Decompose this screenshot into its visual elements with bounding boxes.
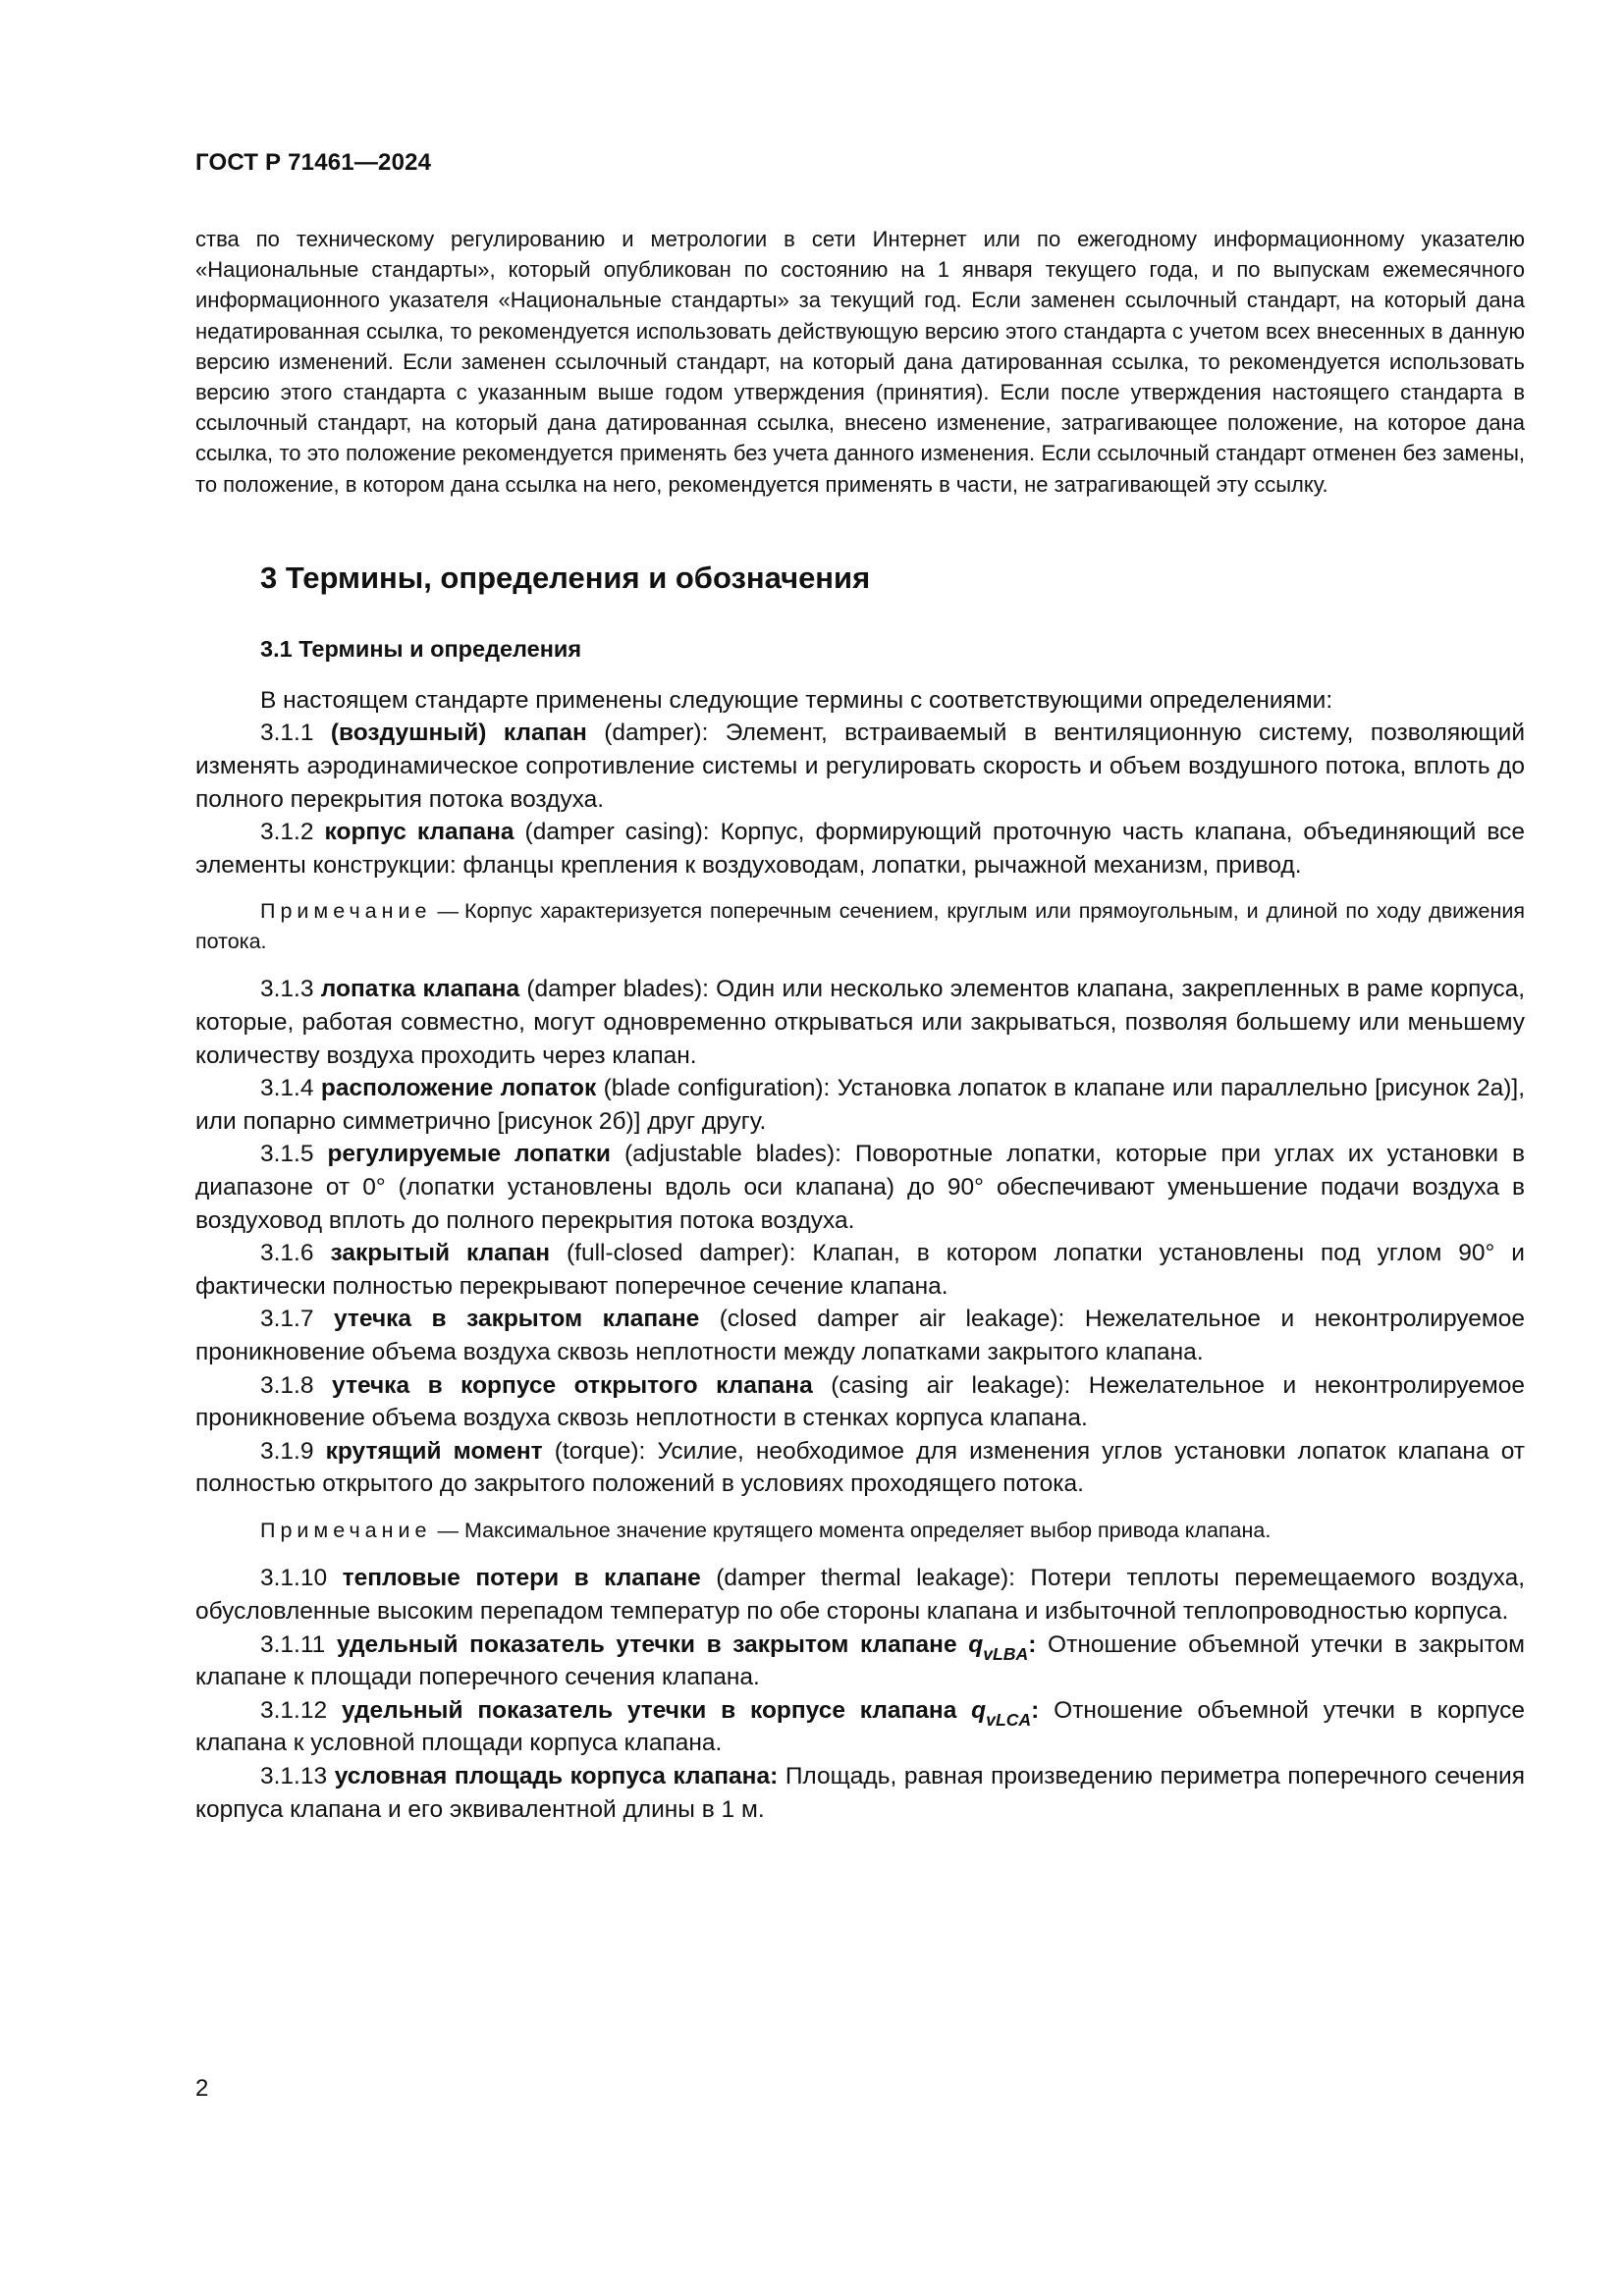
lead-paragraph: В настоящем стандарте применены следующие термины с соответствующими определениями:: [260, 686, 1333, 714]
term-name: крутящий момент: [325, 1437, 543, 1465]
term-definition-text: (adjustable blades): Поворотные лопатки, которые при углах их установки в диапазоне от 0° (лопатки установлены вдоль оси клапана) до 90° обеспечивают уменьшение подачи воздуха в воздуховод вплоть до полного перекрытия потока воздуха.: [195, 1141, 1525, 1234]
term-number: 3.1.3: [260, 976, 314, 1003]
term-definition-text: (damper blades): Один или несколько элементов клапана, закрепленных в раме корпуса, которые, работая совместно, могут одновременно открываться или закрываться, позволяя большему или меньшему количеству воздуха проходить через клапан.: [195, 976, 1526, 1069]
term-definition: [195, 1138, 1525, 1237]
term-symbol-subscript: vLCA: [986, 1709, 1032, 1730]
subsection-heading: 3.1 Термины и определения: [260, 635, 582, 662]
term-definition: [195, 1760, 1525, 1826]
term-definition: [195, 1562, 1525, 1628]
term-definition-text: (blade configuration): Установка лопаток в клапане или параллельно [рисунок 2а)], или попарно симметрично [рисунок 2б)] друг другу.: [195, 1075, 1525, 1135]
intro-paragraph: ства по техническому регулированию и метрологии в сети Интернет или по ежегодному информационному указателю «Национальные стандарты», который опубликован по состоянию на 1 января текущего года, и по выпускам ежемесячного информационного указателя «Национальные стандарты» за текущий год. Если заменен ссылочный стандарт, на который дана недатированная ссылка, то рекомендуется использовать действующую версию этого стандарта с учетом всех внесенных в данную версию изменений. Если заменен ссылочный стандарт, на который дана датированная ссылка, то рекомендуется использовать версию этого стандарта с указанным выше годом утверждения (принятия). Если после утверждения настоящего стандарта в ссылочный стандарт, на который дана датированная ссылка, внесено изменение, затрагивающее положение, на которое дана ссылка, то это положение рекомендуется применять без учета данного изменения. Если ссылочный стандарт отменен без замены, то положение, в котором дана ссылка на него, рекомендуется применять в части, не затрагивающей эту ссылку.: [195, 227, 1525, 497]
term-definition-text: (casing air leakage): Нежелательное и неконтролируемое проникновение объема воздуха сквозь неплотности в стенках корпуса клапана.: [195, 1371, 1525, 1432]
term-definition-text: (damper thermal leakage): Потери теплоты перемещаемого воздуха, обусловленные высоким перепадом температур по обе стороны клапана и избыточной теплопроводностью корпуса.: [195, 1565, 1525, 1625]
note-paragraph: [195, 896, 1525, 956]
term-number: 3.1.13: [260, 1762, 328, 1789]
note-text: Максимальное значение крутящего момента определяет выбор привода клапана.: [463, 1518, 1272, 1542]
term-definition-text: (full-closed damper): Клапан, в котором лопатки установлены под углом 90° и фактически полностью перекрывают поперечное сечение клапана.: [195, 1240, 1525, 1300]
term-name: регулируемые лопатки: [327, 1141, 611, 1168]
term-symbol-base: q: [971, 1696, 987, 1724]
term-number: 3.1.1: [260, 720, 314, 747]
term-definition-text: (torque): Усилие, необходимое для изменения углов установки лопаток клапана от полностью открытого до закрытого положений в условиях проходящего потока.: [195, 1437, 1526, 1498]
term-number: 3.1.10: [260, 1565, 328, 1592]
term-symbol: [971, 1696, 1032, 1730]
term-colon: :: [1028, 1630, 1037, 1658]
term-name: удельный показатель утечки в закрытом клапане: [336, 1630, 957, 1658]
term-name: закрытый клапан: [330, 1240, 551, 1267]
term-number: 3.1.12: [260, 1696, 328, 1724]
term-symbol-base: q: [968, 1630, 984, 1658]
note-dash: —: [437, 899, 459, 924]
term-definition-text: Площадь, равная произведению периметра поперечного сечения корпуса клапана и его эквивалентной длины в 1 м.: [195, 1762, 1526, 1823]
note-label: Примечание: [260, 1518, 432, 1542]
term-number: 3.1.6: [260, 1240, 314, 1267]
page-number: 2: [195, 2075, 209, 2102]
term-definition: [195, 717, 1525, 816]
note-text: Корпус характеризуется поперечным сечением, круглым или прямоугольным, и длиной по ходу движения потока.: [195, 899, 1525, 953]
term-definition-text: Отношение объемной утечки в закрытом клапане к площади поперечного сечения клапана.: [195, 1630, 1526, 1691]
note-paragraph: [195, 1516, 1525, 1546]
term-name: утечка в закрытом клапане: [334, 1306, 700, 1333]
term-name: утечка в корпусе открытого клапана: [332, 1371, 813, 1399]
terms-list: [195, 717, 1525, 1826]
term-definition-text: (damper casing): Корпус, формирующий проточную часть клапана, объединяющий все элементы конструкции: фланцы крепления к воздуховодам, лопатки, рычажной механизм, привод.: [195, 819, 1525, 879]
term-definition: [195, 973, 1525, 1072]
term-name: расположение лопаток: [320, 1075, 597, 1102]
page-content: [195, 224, 1525, 1826]
term-name: удельный показатель утечки в корпусе клапана: [341, 1696, 957, 1724]
term-definition-text: Отношение объемной утечки в корпусе клапана к условной площади корпуса клапана.: [195, 1696, 1525, 1757]
term-definition: [195, 816, 1525, 881]
term-number: 3.1.8: [260, 1371, 314, 1399]
term-symbol-subscript: vLBA: [983, 1643, 1029, 1664]
term-number: 3.1.2: [260, 819, 314, 846]
term-number: 3.1.4: [260, 1075, 314, 1102]
term-number: 3.1.9: [260, 1437, 314, 1465]
term-name: корпус клапана: [324, 819, 514, 846]
note-dash: —: [437, 1518, 459, 1542]
term-number: 3.1.11: [260, 1630, 326, 1658]
term-definition: [195, 1303, 1525, 1368]
term-name: тепловые потери в клапане: [342, 1565, 701, 1592]
term-definition: [195, 1237, 1525, 1303]
term-colon: :: [1031, 1696, 1040, 1724]
term-number: 3.1.7: [260, 1306, 314, 1333]
term-definition: [195, 1435, 1525, 1501]
term-definition-text: (closed damper air leakage): Нежелательное и неконтролируемое проникновение объема воздуха сквозь неплотности между лопатками закрытого клапана.: [195, 1306, 1525, 1365]
document-header: ГОСТ Р 71461—2024: [195, 149, 432, 176]
term-number: 3.1.5: [260, 1141, 314, 1168]
section-heading: 3 Термины, определения и обозначения: [260, 560, 871, 595]
term-name: условная площадь корпуса клапана:: [334, 1762, 779, 1789]
term-definition: [195, 1369, 1525, 1435]
note-label: Примечание: [260, 899, 432, 924]
term-definition: [195, 1694, 1525, 1760]
term-name: (воздушный) клапан: [330, 720, 587, 747]
term-name: лопатка клапана: [320, 976, 520, 1003]
term-symbol: [968, 1630, 1029, 1664]
term-definition: [195, 1072, 1525, 1138]
term-definition-text: (damper): Элемент, встраиваемый в вентиляционную систему, позволяющий изменять аэродинамическое сопротивление системы и регулировать скорость и объем воздушного потока, вплоть до полного перекрытия потока воздуха.: [195, 720, 1526, 813]
term-definition: [195, 1629, 1525, 1694]
